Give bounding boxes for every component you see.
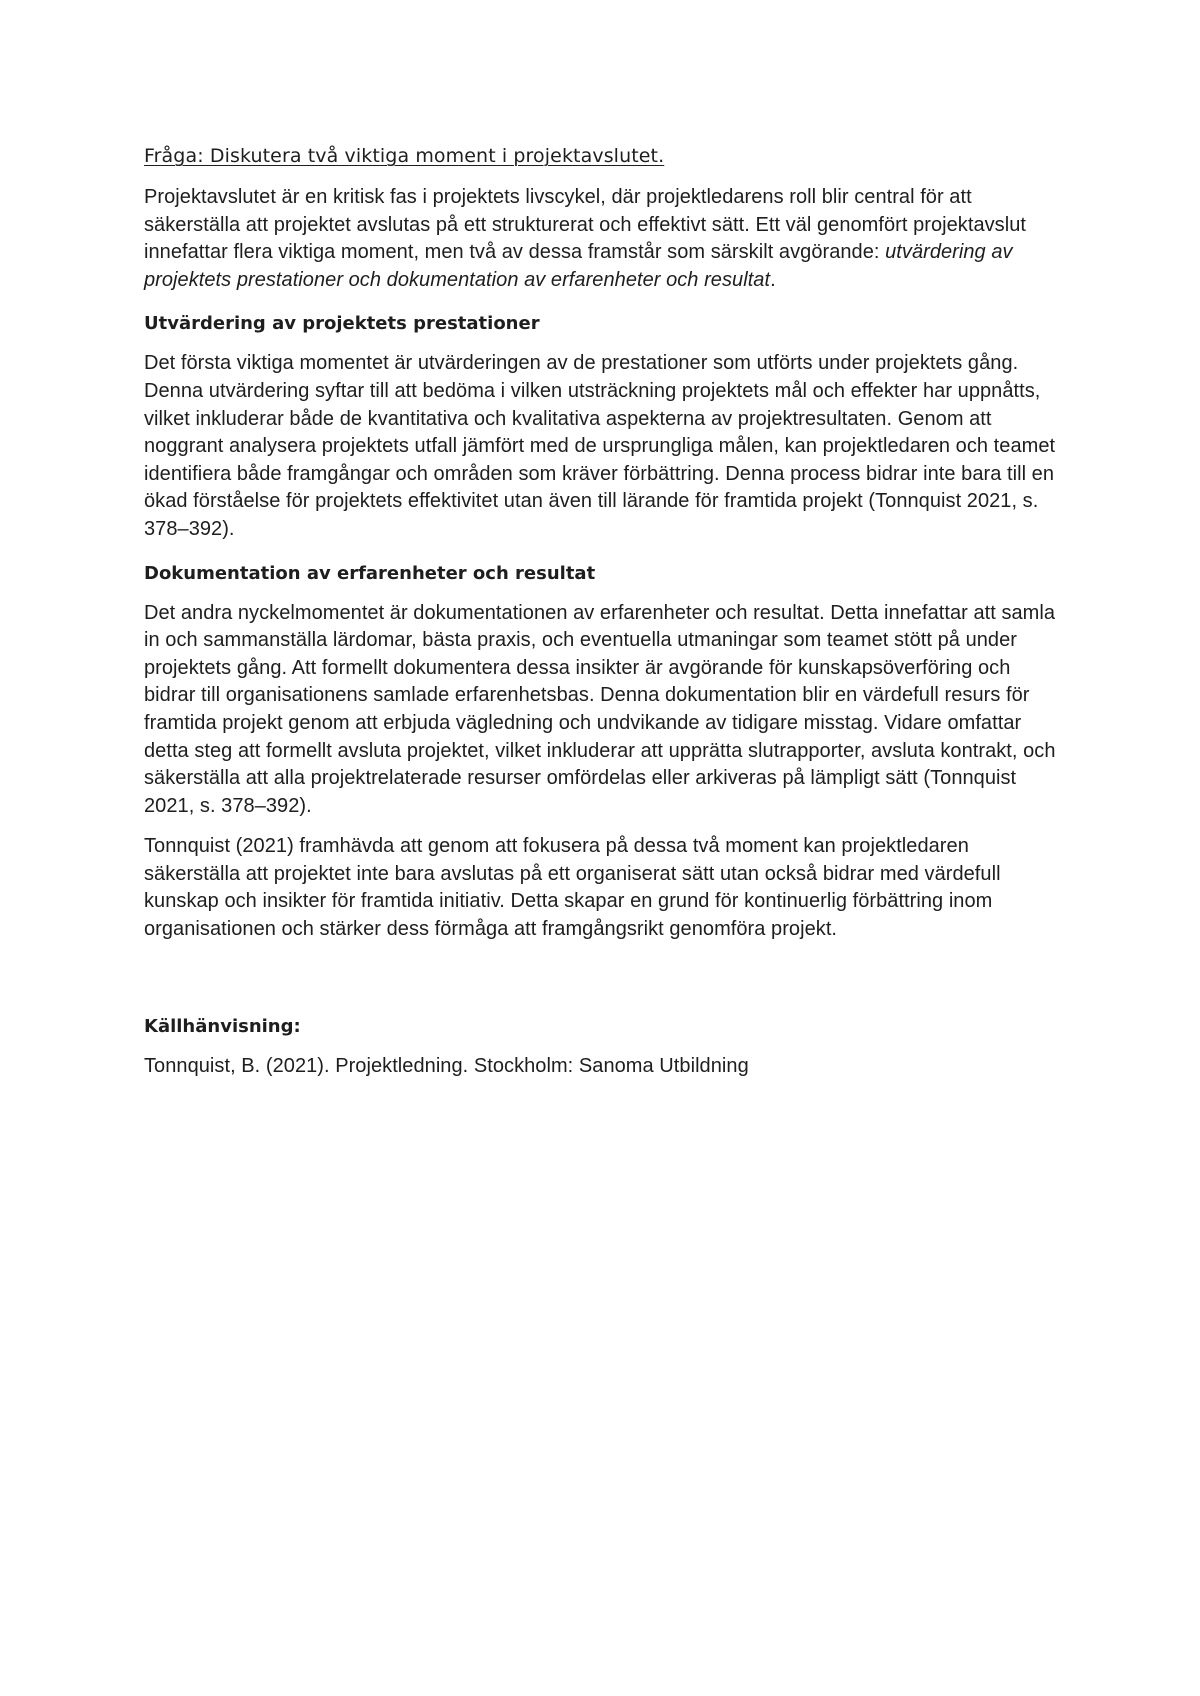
intro-emphasis: utvärdering av projektets prestationer och dokumentation av erfarenheter och resultat bbox=[144, 241, 1013, 291]
intro-text: Projektavslutet är en kritisk fas i projektets livscykel, där projektledarens roll blir central för att säkerställa att projektet avslutas på ett strukturerat och effektivt sätt. Ett väl genomfört projektavslut innefattar flera viktiga moment, men två av dessa framstår som särskilt avgörande: bbox=[144, 186, 1027, 264]
intro-paragraph bbox=[144, 184, 1064, 294]
section2-paragraph: Det andra nyckelmomentet är dokumentationen av erfarenheter och resultat. Detta innefattar att samla in och sammanställa lärdomar, bästa praxis, och eventuella utmaningar som teamet stött på under projektets gång. Att formellt dokumentera dessa insikter är avgörande för kunskapsöverföring och bidrar till organisationens samlade erfarenhetsbas. Denna dokumentation blir en värdefull resurs för framtida projekt genom att erbjuda vägledning och undvikande av tidigare misstag. Vidare omfattar detta steg att formellt avsluta projektet, vilket inkluderar att upprätta slutrapporter, avsluta kontrakt, och säkerställa att alla projektrelaterade resurser omfördelas eller arkiveras på lämpligt sätt (Tonnquist 2021, s. 378–392). bbox=[144, 601, 1056, 817]
section1-heading: Utvärdering av projektets prestationer bbox=[144, 313, 540, 335]
document-page bbox=[144, 144, 1064, 1093]
section1-paragraph: Det första viktiga momentet är utvärderingen av de prestationer som utförts under projektets gång. Denna utvärdering syftar till att bedöma i vilken utsträckning projektets mål och effekter har uppnåtts, vilket inkluderar både de kvantitativa och kvalitativa aspekterna av projektresultaten. Genom att noggrant analysera projektets utfall jämfört med de ursprungliga målen, kan projektledaren och teamet identifiera både framgångar och områden som kräver förbättring. Denna process bidrar inte bara till en ökad förståelse för projektets effektivitet utan även till lärande för framtida projekt (Tonnquist 2021, s. 378–392). bbox=[144, 352, 1056, 540]
intro-end: . bbox=[770, 268, 776, 291]
spacer bbox=[144, 957, 1064, 997]
section2-heading: Dokumentation av erfarenheter och resultat bbox=[144, 562, 596, 584]
question-title: Fråga: Diskutera två viktiga moment i projektavslutet. bbox=[144, 145, 665, 167]
conclusion-paragraph: Tonnquist (2021) framhävda att genom att fokusera på dessa två moment kan projektledaren säkerställa att projektet inte bara avslutas på ett organiserat sätt utan också bidrar med värdefull kunskap och insikter för framtida initiativ. Detta skapar en grund för kontinuerlig förbättring inom organisationen och stärker dess förmåga att framgångsrikt genomföra projekt. bbox=[144, 835, 1001, 941]
reference-item: Tonnquist, B. (2021). Projektledning. Stockholm: Sanoma Utbildning bbox=[144, 1054, 749, 1077]
references-heading: Källhänvisning: bbox=[144, 1015, 301, 1037]
